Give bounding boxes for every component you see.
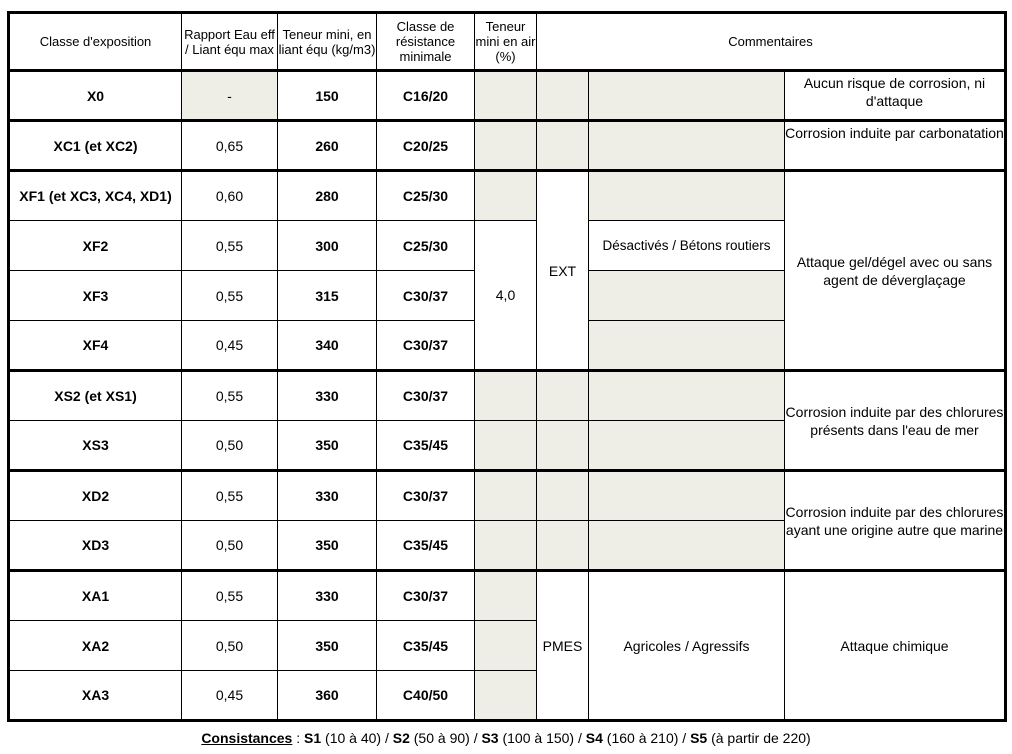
cell-air-empty [475,521,537,571]
cell-ext: EXT [537,171,589,371]
comment-xc: Corrosion induite par carbonatation [785,121,1006,171]
cell-rapport: 0,60 [182,171,278,221]
cell-pmes: PMES [537,571,589,721]
cell-ext-empty [537,471,589,521]
cell-resistance: C30/37 [377,321,475,371]
table-row [9,71,1006,121]
header-row [9,13,1006,71]
cell-teneur: 280 [278,171,377,221]
header-teneur-liant: Teneur mini, en liant équ (kg/m3) [278,13,377,71]
consistances-footer [0,730,1012,746]
header-teneur-air: Teneur mini en air (%) [475,13,537,71]
s1-value: (10 à 40) / [321,730,393,746]
cell-ext-empty [537,121,589,171]
cell-classe: XA1 [9,571,182,621]
cell-type-empty [589,371,785,421]
cell-classe: XF1 (et XC3, XC4, XD1) [9,171,182,221]
cell-type-empty [589,471,785,521]
cell-teneur: 150 [278,71,377,121]
exposure-class-table [7,11,1007,722]
s5-label: S5 [690,730,708,746]
cell-rapport: 0,50 [182,621,278,671]
cell-air-empty [475,71,537,121]
cell-resistance: C30/37 [377,571,475,621]
cell-teneur: 360 [278,671,377,721]
cell-classe: XF2 [9,221,182,271]
footer-sep: : [292,730,305,746]
cell-air-empty [475,421,537,471]
cell-teneur: 330 [278,571,377,621]
cell-ext-empty [537,71,589,121]
s3-label: S3 [481,730,499,746]
table-row [9,571,1006,621]
cell-resistance: C30/37 [377,371,475,421]
table-row [9,121,1006,171]
cell-classe: XS3 [9,421,182,471]
cell-ext-empty [537,421,589,471]
s4-value: (160 à 210) / [602,730,691,746]
cell-resistance: C25/30 [377,221,475,271]
cell-classe: XD2 [9,471,182,521]
s2-value: (50 à 90) / [409,730,482,746]
cell-type-empty [589,521,785,571]
cell-type-empty [589,171,785,221]
cell-rapport: 0,55 [182,221,278,271]
cell-type-empty [589,271,785,321]
cell-rapport: 0,45 [182,671,278,721]
cell-teneur: 330 [278,371,377,421]
s1-label: S1 [304,730,322,746]
cell-rapport: 0,65 [182,121,278,171]
cell-ext-empty [537,521,589,571]
cell-resistance: C40/50 [377,671,475,721]
cell-rapport: 0,55 [182,271,278,321]
consistances-label: Consistances [201,730,293,746]
header-classe-resistance: Classe de résistance minimale [377,13,475,71]
cell-agricoles: Agricoles / Agressifs [589,571,785,721]
table-row [9,171,1006,221]
cell-teneur: 350 [278,421,377,471]
header-commentaires: Commentaires [537,13,1006,71]
cell-type-empty [589,71,785,121]
cell-air-empty [475,121,537,171]
cell-air-empty [475,671,537,721]
cell-teneur: 350 [278,621,377,671]
cell-classe: XF4 [9,321,182,371]
cell-rapport: - [182,71,278,121]
table-row [9,471,1006,521]
cell-resistance: C16/20 [377,71,475,121]
cell-classe: XA2 [9,621,182,671]
s2-label: S2 [392,730,410,746]
cell-resistance: C25/30 [377,171,475,221]
cell-rapport: 0,50 [182,521,278,571]
cell-rapport: 0,45 [182,321,278,371]
header-rapport: Rapport Eau eff / Liant équ max [182,13,278,71]
cell-rapport: 0,55 [182,471,278,521]
cell-rapport: 0,50 [182,421,278,471]
cell-air-empty [475,171,537,221]
cell-teneur: 330 [278,471,377,521]
cell-teneur: 340 [278,321,377,371]
cell-resistance: C35/45 [377,421,475,471]
cell-teneur: 315 [278,271,377,321]
s4-label: S4 [585,730,603,746]
cell-classe: X0 [9,71,182,121]
cell-ext-empty [537,371,589,421]
cell-classe: XC1 (et XC2) [9,121,182,171]
cell-teneur: 260 [278,121,377,171]
comment-xs: Corrosion induite par des chlorures présents dans l'eau de mer [785,371,1006,471]
cell-resistance: C30/37 [377,471,475,521]
comment-xf: Attaque gel/dégel avec ou sans agent de déverglaçage [785,171,1006,371]
cell-air-xf: 4,0 [475,221,537,371]
cell-type-empty [589,121,785,171]
cell-air-empty [475,621,537,671]
cell-desactives: Désactivés / Bétons routiers [589,221,785,271]
cell-resistance: C35/45 [377,621,475,671]
comment-xd: Corrosion induite par des chlorures ayant une origine autre que marine [785,471,1006,571]
cell-classe: XD3 [9,521,182,571]
s5-value: (à partir de 220) [707,730,811,746]
cell-air-empty [475,371,537,421]
header-classe: Classe d'exposition [9,13,182,71]
cell-classe: XA3 [9,671,182,721]
comment-xa: Attaque chimique [785,571,1006,721]
s3-value: (100 à 150) / [498,730,586,746]
cell-type-empty [589,421,785,471]
cell-air-empty [475,571,537,621]
cell-resistance: C20/25 [377,121,475,171]
cell-rapport: 0,55 [182,571,278,621]
cell-resistance: C35/45 [377,521,475,571]
table-row [9,371,1006,421]
cell-rapport: 0,55 [182,371,278,421]
cell-classe: XF3 [9,271,182,321]
comment-x0: Aucun risque de corrosion, ni d'attaque [785,71,1006,121]
cell-teneur: 300 [278,221,377,271]
cell-type-empty [589,321,785,371]
cell-air-empty [475,471,537,521]
cell-resistance: C30/37 [377,271,475,321]
cell-classe: XS2 (et XS1) [9,371,182,421]
cell-teneur: 350 [278,521,377,571]
